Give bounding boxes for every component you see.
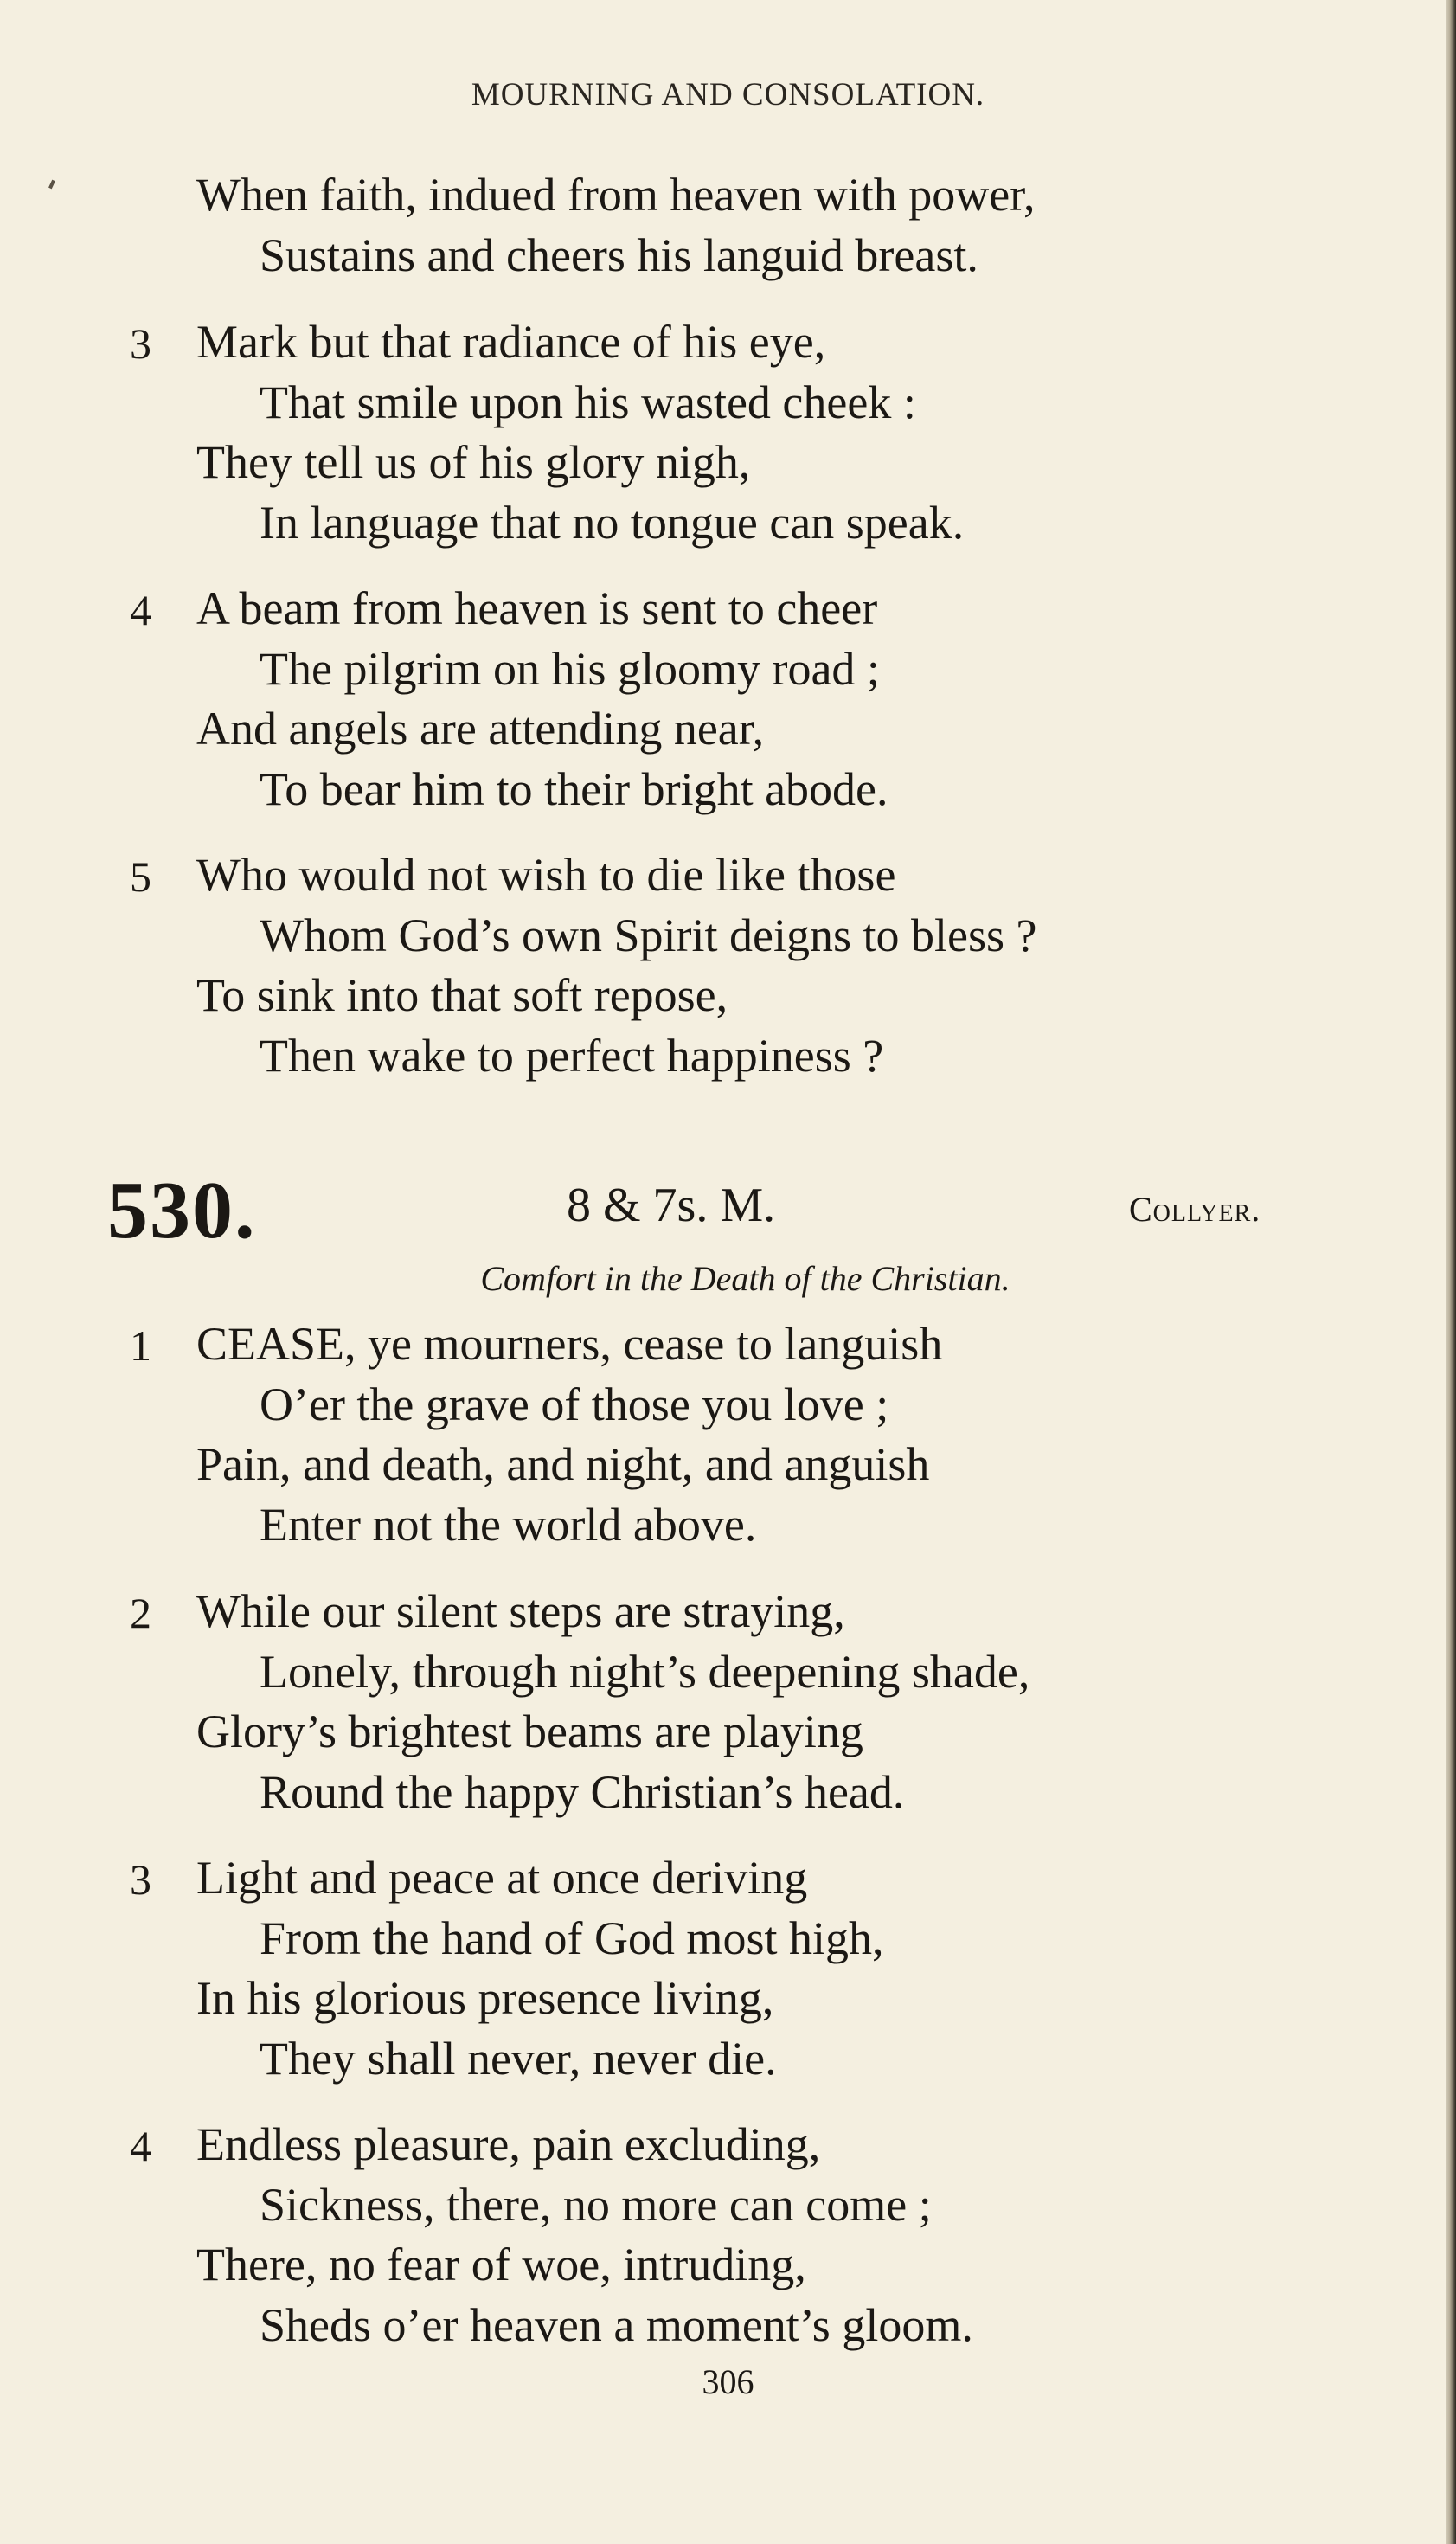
- stanza-line: To bear him to their bright abode.: [260, 763, 888, 815]
- stanza-number: 4: [130, 586, 151, 634]
- stanza-line: Sickness, there, no more can come ;: [260, 2179, 932, 2231]
- stanza-line: A beam from heaven is sent to cheer: [196, 582, 878, 634]
- stanza-line: Lonely, through night’s deepening shade,: [260, 1646, 1030, 1698]
- continued-line: When faith, indued from heaven with power,: [196, 169, 1036, 221]
- stanza-line: Mark but that radiance of his eye,: [196, 316, 826, 368]
- running-head: MOURNING AND CONSOLATION.: [471, 77, 985, 112]
- stanza-number: 4: [130, 2122, 151, 2170]
- stanza-line: Sheds o’er heaven a moment’s gloom.: [260, 2299, 973, 2351]
- stanza-line: While our silent steps are straying,: [196, 1585, 845, 1637]
- stanza-line: From the hand of God most high,: [260, 1912, 884, 1964]
- stanza-line: Then wake to perfect happiness ?: [260, 1030, 884, 1082]
- stanza-number: 3: [130, 1855, 151, 1904]
- stanza-line: The pilgrim on his gloomy road ;: [260, 643, 880, 695]
- stanza-line: Endless pleasure, pain excluding,: [196, 2118, 821, 2170]
- stanza-line: There, no fear of woe, intruding,: [196, 2239, 806, 2290]
- stanza-number: 2: [130, 1589, 151, 1637]
- stanza-line: To sink into that soft repose,: [196, 969, 728, 1021]
- stanza-line: Whom God’s own Spirit deigns to bless ?: [260, 909, 1037, 961]
- stanza-line: In language that no tongue can speak.: [260, 497, 965, 549]
- continued-line: Sustains and cheers his languid breast.: [260, 229, 978, 281]
- stanza-line: CEASE, ye mourners, cease to languish: [196, 1318, 943, 1370]
- hymn-meter: 8 & 7s. M.: [567, 1179, 776, 1232]
- stanza-number: 1: [130, 1321, 151, 1370]
- ink-speck: [48, 180, 55, 190]
- stanza-line: Enter not the world above.: [260, 1499, 757, 1551]
- stanza-line: O’er the grave of those you love ;: [260, 1378, 889, 1430]
- stanza-line: That smile upon his wasted cheek :: [260, 376, 916, 428]
- hymn-composer: Collyer.: [1129, 1190, 1261, 1229]
- stanza-line: And angels are attending near,: [196, 703, 765, 755]
- hymn-title: Comfort in the Death of the Christian.: [480, 1259, 1010, 1298]
- stanza-line: Light and peace at once deriving: [196, 1852, 808, 1904]
- stanza-number: 5: [130, 852, 151, 901]
- stanza-line: Who would not wish to die like those: [196, 849, 896, 901]
- stanza-number: 3: [130, 319, 151, 368]
- page-number: 306: [702, 2362, 754, 2401]
- stanza-line: In his glorious presence living,: [196, 1972, 774, 2024]
- stanza-line: Pain, and death, and night, and anguish: [196, 1438, 930, 1490]
- stanza-line: They shall never, never die.: [260, 2033, 777, 2085]
- stanza-line: They tell us of his glory nigh,: [196, 436, 751, 488]
- hymn-number: 530.: [107, 1166, 257, 1256]
- stanza-line: Glory’s brightest beams are playing: [196, 1706, 863, 1757]
- stanza-line: Round the happy Christian’s head.: [260, 1766, 905, 1818]
